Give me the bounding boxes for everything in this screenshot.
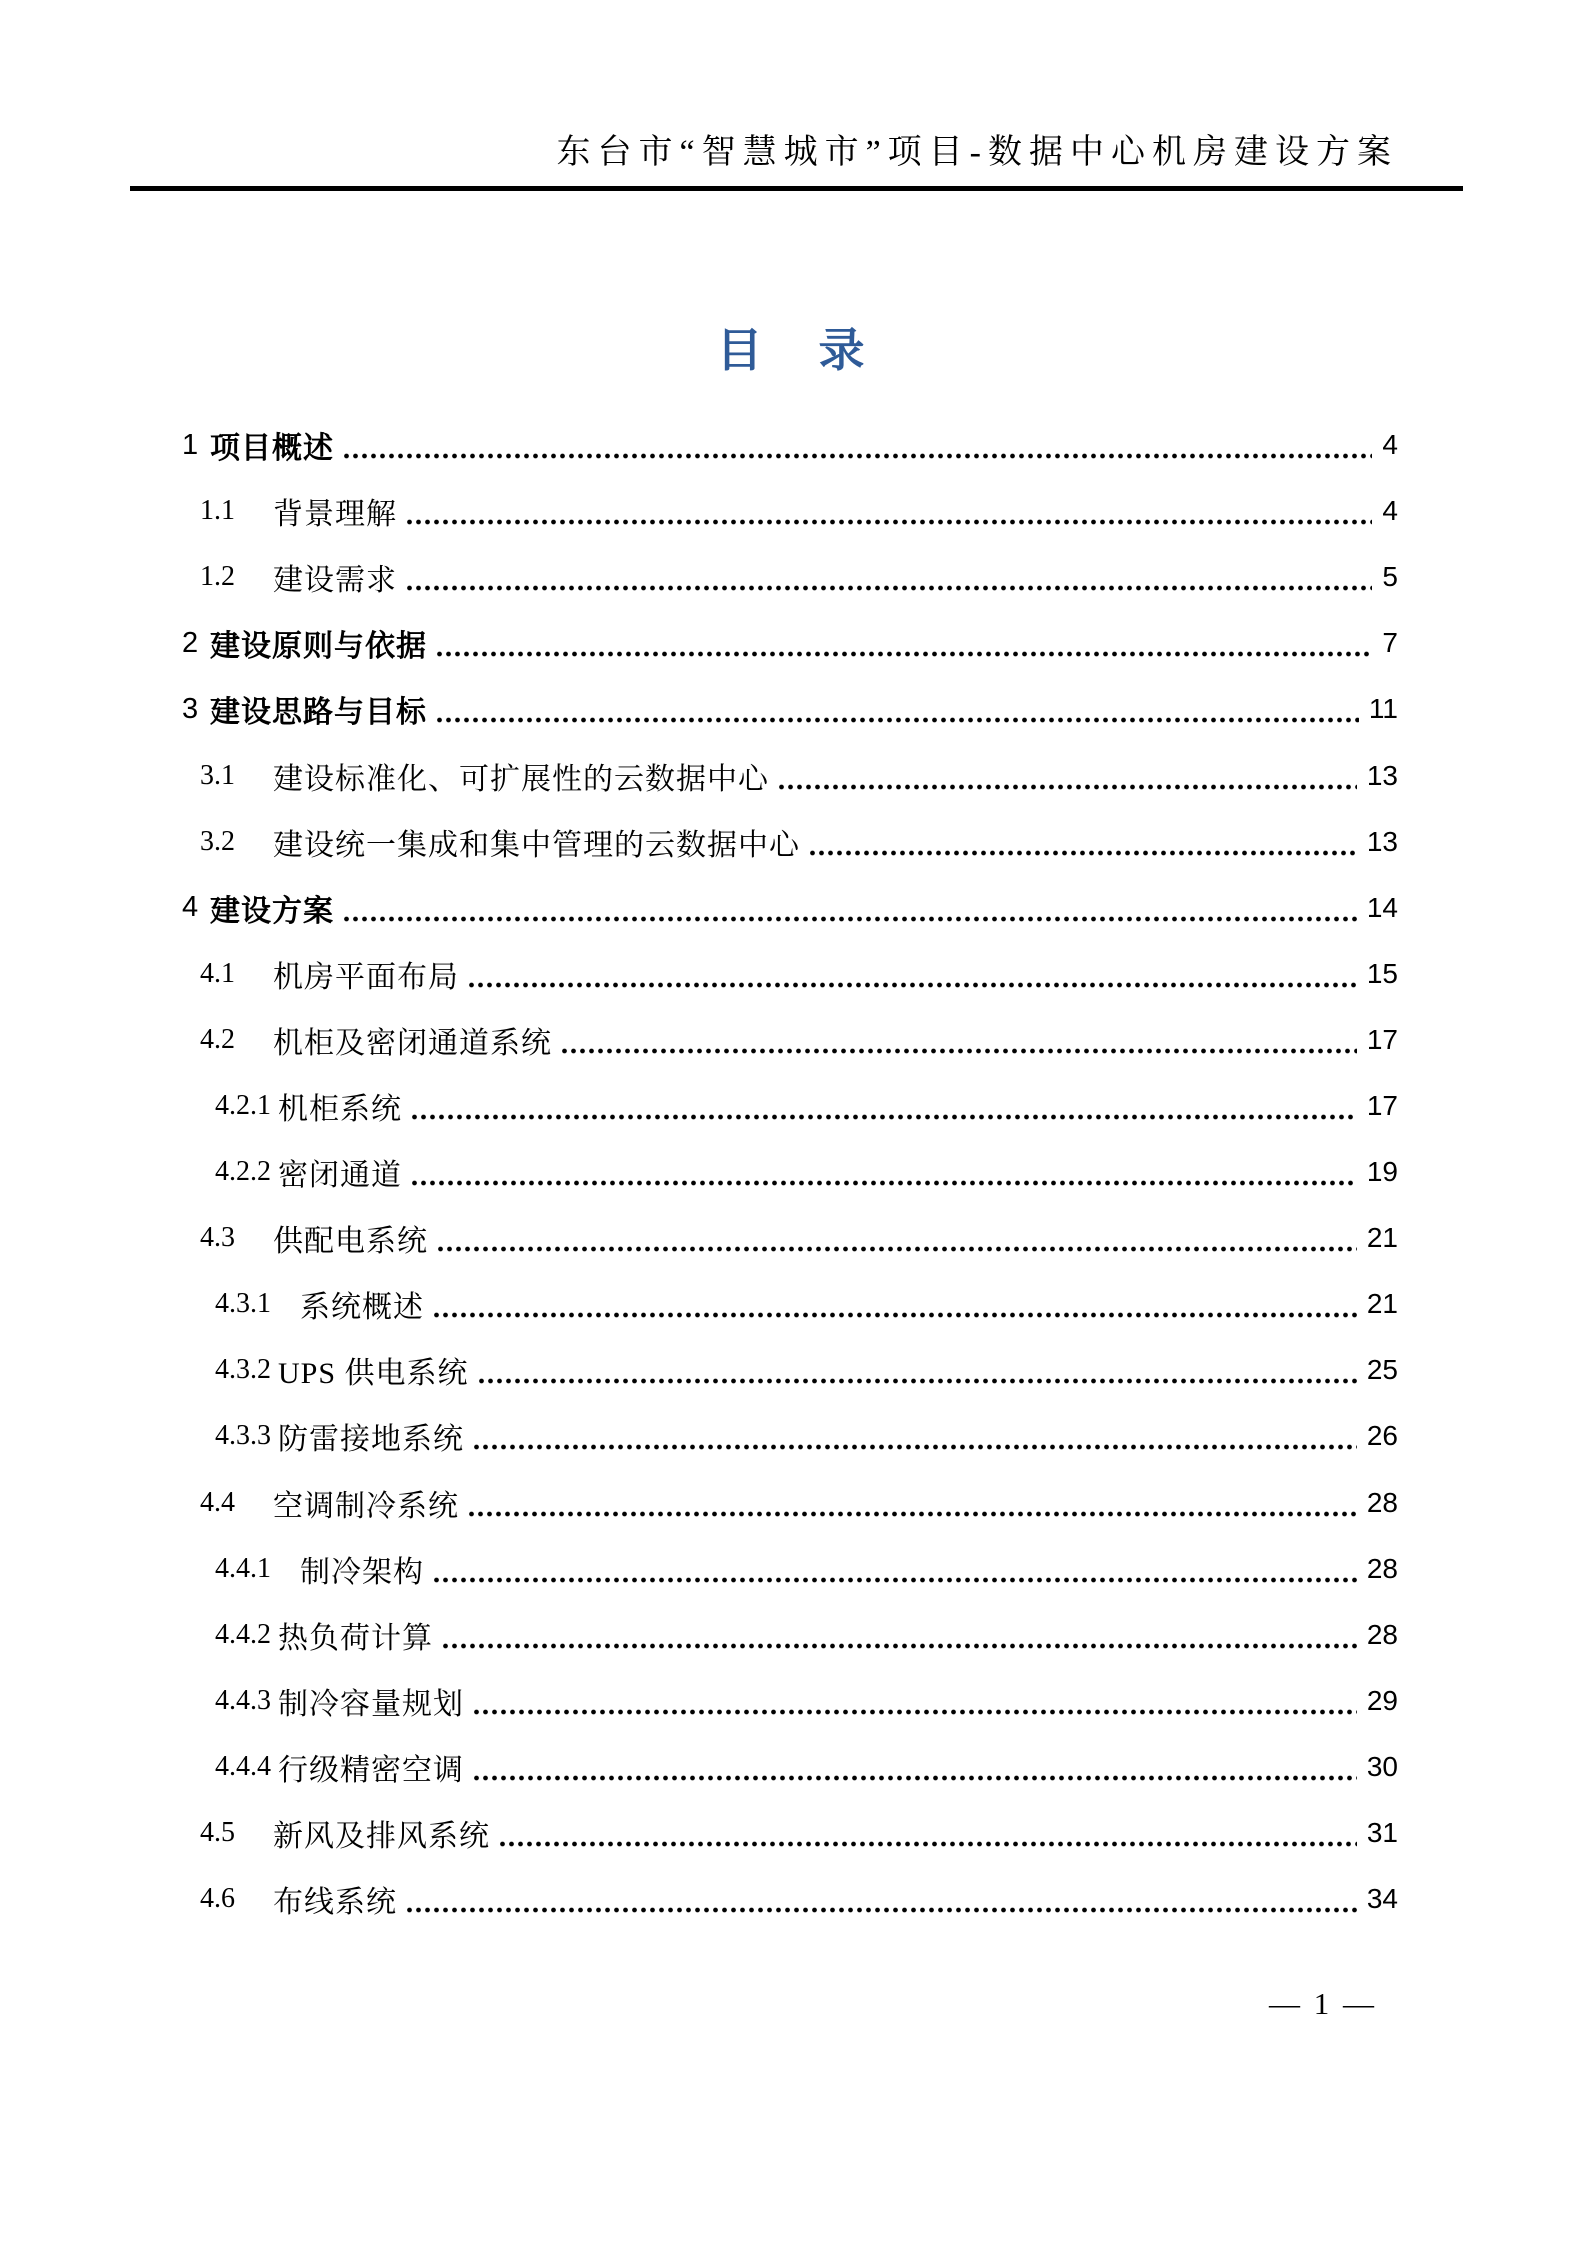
toc-entry-page: 30 bbox=[1366, 1750, 1398, 1782]
toc-entry-label: 制冷容量规划 bbox=[278, 1687, 464, 1721]
toc-entry-label: 密闭通道 bbox=[278, 1159, 402, 1193]
dot-leader bbox=[410, 1178, 1357, 1188]
toc-entry-label: 机柜及密闭通道系统 bbox=[273, 1026, 552, 1060]
toc-entry[interactable] bbox=[130, 875, 1456, 941]
toc-entry-page: 4 bbox=[1382, 429, 1398, 461]
dot-leader bbox=[432, 1310, 1357, 1320]
toc-entry-number: 1 bbox=[182, 428, 199, 461]
toc-entry[interactable] bbox=[130, 1007, 1456, 1073]
toc-entry-number: 4.3.3 bbox=[215, 1420, 271, 1452]
toc-entry[interactable] bbox=[130, 544, 1456, 610]
toc-entry[interactable] bbox=[130, 478, 1456, 544]
toc-entry[interactable] bbox=[130, 1602, 1456, 1668]
toc-entry-number: 4.2.1 bbox=[215, 1089, 271, 1121]
toc-entry-number: 4.3.2 bbox=[215, 1354, 271, 1386]
dot-leader bbox=[405, 583, 1372, 593]
toc-entry[interactable] bbox=[130, 1734, 1456, 1800]
toc-entry[interactable] bbox=[130, 1668, 1456, 1734]
toc-entry-number: 4 bbox=[182, 891, 199, 924]
dot-leader bbox=[472, 1707, 1357, 1717]
toc-title: 目 录 bbox=[716, 324, 870, 376]
toc-entry-page: 29 bbox=[1366, 1684, 1398, 1716]
toc-entry[interactable] bbox=[130, 676, 1456, 742]
header-rule bbox=[130, 186, 1463, 191]
toc-entry-label: 背景理解 bbox=[273, 498, 397, 532]
toc-entry-number: 4.2 bbox=[200, 1023, 235, 1055]
toc-entry[interactable] bbox=[130, 1073, 1456, 1139]
toc-entry-page: 28 bbox=[1366, 1618, 1398, 1650]
toc-entry-number: 3.2 bbox=[200, 825, 235, 857]
toc-entry-label: 建设统一集成和集中管理的云数据中心 bbox=[273, 828, 800, 862]
dot-leader bbox=[777, 782, 1357, 792]
toc-entry-label: 行级精密空调 bbox=[278, 1753, 464, 1787]
toc-entry-label: 建设方案 bbox=[210, 894, 334, 928]
toc-entry[interactable] bbox=[130, 1403, 1456, 1469]
toc-entry-label: 布线系统 bbox=[273, 1886, 397, 1920]
toc-entry[interactable] bbox=[130, 412, 1456, 478]
toc-entry-label: 空调制冷系统 bbox=[273, 1489, 459, 1523]
toc-entry-label: 建设标准化、可扩展性的云数据中心 bbox=[273, 762, 769, 796]
toc-entry-page: 17 bbox=[1366, 1023, 1398, 1055]
dot-leader bbox=[405, 1905, 1357, 1915]
toc-entry-label: 建设思路与目标 bbox=[210, 696, 427, 730]
toc-entry-label: 制冷架构 bbox=[300, 1555, 424, 1589]
toc-entry-label: 防雷接地系统 bbox=[278, 1423, 464, 1457]
dot-leader bbox=[472, 1442, 1357, 1452]
toc-entry-number: 4.4.3 bbox=[215, 1684, 271, 1716]
toc-entry-page: 5 bbox=[1382, 561, 1398, 593]
toc-entry-page: 34 bbox=[1366, 1883, 1398, 1915]
toc-entry-page: 21 bbox=[1366, 1222, 1398, 1254]
toc-entry[interactable] bbox=[130, 610, 1456, 676]
toc-entry-label: 新风及排风系统 bbox=[273, 1820, 490, 1854]
toc-entry-page: 26 bbox=[1366, 1420, 1398, 1452]
dot-leader bbox=[435, 649, 1372, 659]
dot-leader bbox=[560, 1046, 1357, 1056]
dot-leader bbox=[477, 1376, 1357, 1386]
toc-entry-label: 系统概述 bbox=[300, 1291, 424, 1325]
toc-entry-number: 4.3.1 bbox=[215, 1288, 271, 1320]
toc-entry-number: 4.6 bbox=[200, 1883, 235, 1915]
toc-entry-page: 25 bbox=[1366, 1354, 1398, 1386]
toc-list bbox=[130, 412, 1456, 1932]
dot-leader bbox=[441, 1641, 1357, 1651]
dot-leader bbox=[405, 517, 1372, 527]
toc-entry-page: 17 bbox=[1366, 1089, 1398, 1121]
toc-entry-number: 4.2.2 bbox=[215, 1156, 271, 1188]
toc-entry-page: 21 bbox=[1366, 1288, 1398, 1320]
dot-leader bbox=[342, 914, 1357, 924]
toc-entry[interactable] bbox=[130, 1470, 1456, 1536]
toc-entry-number: 4.4 bbox=[200, 1486, 235, 1518]
toc-entry-number: 4.4.4 bbox=[215, 1750, 271, 1782]
toc-entry[interactable] bbox=[130, 941, 1456, 1007]
dot-leader bbox=[410, 1112, 1357, 1122]
toc-entry-page: 31 bbox=[1366, 1817, 1398, 1849]
toc-entry-number: 4.1 bbox=[200, 957, 235, 989]
toc-entry-label: 供配电系统 bbox=[273, 1225, 428, 1259]
toc-entry[interactable] bbox=[130, 1866, 1456, 1932]
toc-entry[interactable] bbox=[130, 742, 1456, 808]
toc-entry-page: 28 bbox=[1366, 1486, 1398, 1518]
toc-entry-page: 13 bbox=[1366, 759, 1398, 791]
toc-entry-label: 机柜系统 bbox=[278, 1092, 402, 1126]
toc-entry-label: 机房平面布局 bbox=[273, 960, 459, 994]
toc-entry-label: UPS 供电系统 bbox=[278, 1357, 469, 1391]
toc-entry-page: 19 bbox=[1366, 1156, 1398, 1188]
toc-entry-number: 2 bbox=[182, 626, 199, 659]
toc-entry-page: 4 bbox=[1382, 495, 1398, 527]
toc-entry-number: 1.2 bbox=[200, 561, 235, 593]
dot-leader bbox=[498, 1839, 1357, 1849]
dot-leader bbox=[472, 1773, 1357, 1783]
dot-leader bbox=[435, 715, 1359, 725]
toc-entry[interactable] bbox=[130, 1271, 1456, 1337]
dot-leader bbox=[467, 980, 1357, 990]
dot-leader bbox=[436, 1244, 1357, 1254]
toc-entry-number: 3.1 bbox=[200, 759, 235, 791]
toc-entry-page: 14 bbox=[1366, 891, 1398, 923]
toc-entry-number: 1.1 bbox=[200, 495, 235, 527]
toc-entry-label: 热负荷计算 bbox=[278, 1621, 433, 1655]
dot-leader bbox=[432, 1575, 1357, 1585]
toc-entry[interactable] bbox=[130, 1139, 1456, 1205]
dot-leader bbox=[808, 848, 1357, 858]
toc-entry-number: 4.3 bbox=[200, 1222, 235, 1254]
toc-entry-page: 13 bbox=[1366, 825, 1398, 857]
dot-leader bbox=[467, 1509, 1357, 1519]
toc-entry-page: 7 bbox=[1382, 627, 1398, 659]
toc-entry[interactable] bbox=[130, 1536, 1456, 1602]
toc-entry-label: 建设需求 bbox=[273, 564, 397, 598]
page-number-footer: — 1 — bbox=[1269, 1986, 1377, 2021]
toc-entry-page: 15 bbox=[1366, 957, 1398, 989]
toc-entry[interactable] bbox=[130, 1800, 1456, 1866]
document-header-title: 东台市“智慧城市”项目-数据中心机房建设方案 bbox=[556, 134, 1398, 171]
toc-entry[interactable] bbox=[130, 1337, 1456, 1403]
toc-entry-page: 11 bbox=[1368, 693, 1398, 725]
toc-entry-number: 3 bbox=[182, 692, 199, 725]
toc-entry-number: 4.4.2 bbox=[215, 1618, 271, 1650]
toc-entry-number: 4.4.1 bbox=[215, 1552, 271, 1584]
toc-entry-label: 项目概述 bbox=[210, 432, 334, 466]
toc-entry[interactable] bbox=[130, 1205, 1456, 1271]
toc-entry[interactable] bbox=[130, 809, 1456, 875]
toc-entry-label: 建设原则与依据 bbox=[210, 630, 427, 664]
dot-leader bbox=[342, 451, 1372, 461]
toc-entry-number: 4.5 bbox=[200, 1817, 235, 1849]
toc-entry-page: 28 bbox=[1366, 1552, 1398, 1584]
